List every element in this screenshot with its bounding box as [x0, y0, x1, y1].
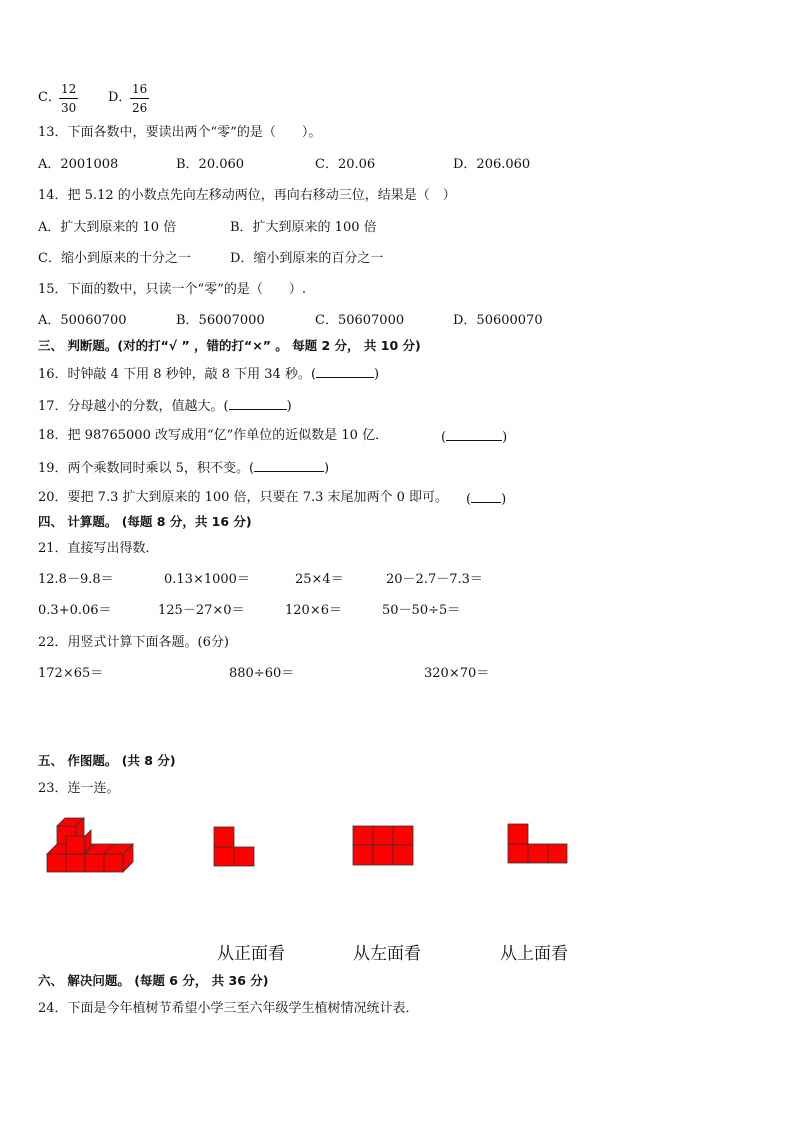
- q16-close-paren: ): [374, 367, 380, 382]
- fraction-denominator: 30: [61, 101, 77, 115]
- view-shape-b: [352, 825, 414, 867]
- q19-text: 19．两个乘数同时乘以 5，积不变。(: [38, 461, 255, 476]
- fraction-numerator: 16: [130, 82, 149, 99]
- q24-stem: 24．下面是今年植树节希望小学三至六年级学生植树情况统计表．: [38, 1001, 419, 1016]
- q13-stem: 13．下面各数中，要读出两个“零”的是（ ）。: [38, 125, 322, 140]
- q17-text: 17．分母越小的分数，值越大。(: [38, 399, 229, 414]
- q18-answer: [441, 429, 507, 444]
- section-4-heading: 四、 计算题。 (每题 8 分，共 16 分): [38, 514, 252, 529]
- q13-option-d: D．206.060: [453, 157, 531, 172]
- answer-blank[interactable]: [229, 398, 287, 410]
- q18-close-paren: ): [502, 430, 508, 445]
- q19: [38, 460, 329, 475]
- answer-blank[interactable]: [316, 366, 374, 378]
- q12-option-d-label: D．: [108, 90, 132, 105]
- q20-answer: [466, 491, 506, 506]
- answer-blank[interactable]: [254, 460, 324, 472]
- q21-item: 12.8－9.8＝: [38, 572, 114, 587]
- q21-item: 25×4＝: [295, 572, 344, 587]
- view-label-top: 从上面看: [500, 944, 568, 964]
- q17: [38, 398, 292, 413]
- q14-stem: 14．把 5.12 的小数点先向左移动两位，再向右移动三位，结果是（ ）: [38, 188, 456, 203]
- q15-option-d: D．50600070: [453, 313, 543, 328]
- view-shape-c: [507, 823, 569, 865]
- fraction-denominator: 26: [132, 101, 148, 115]
- cube-solid-figure: [44, 812, 130, 874]
- q15-option-b: B．56007000: [176, 313, 265, 328]
- square-cell: [528, 844, 548, 863]
- cube-face: [47, 854, 66, 872]
- section-5-heading: 五、 作图题。 (共 8 分): [38, 753, 176, 768]
- square-cell: [353, 826, 373, 845]
- q12-option-d-fraction: [130, 82, 149, 115]
- square-cell: [548, 844, 567, 863]
- q21-item: 0.3+0.06＝: [38, 603, 112, 618]
- q21-stem: 21．直接写出得数．: [38, 541, 159, 556]
- q13-option-b: B．20.060: [176, 157, 245, 172]
- q18: [38, 429, 388, 442]
- q16-text: 16．时钟敲 4 下用 8 秒钟，敲 8 下用 34 秒。(: [38, 367, 317, 382]
- square-cell: [373, 845, 393, 865]
- cube-face: [66, 836, 85, 854]
- q13-option-c: C．20.06: [315, 157, 376, 172]
- view-shape-a: [213, 826, 255, 868]
- q22-item: 880÷60＝: [229, 666, 295, 681]
- q20-text: 20．要把 7.3 扩大到原来的 100 倍，只要在 7.3 末尾加两个 0 即可。: [38, 490, 449, 505]
- fraction-numerator: 12: [59, 82, 78, 99]
- q20-open-paren: (: [466, 492, 472, 507]
- q12-option-c-fraction: [59, 82, 78, 115]
- section-6-heading: 六、 解决问题。 (每题 6 分， 共 36 分): [38, 973, 269, 988]
- q21-item: 50－50÷5＝: [382, 603, 461, 618]
- q23-stem: 23．连一连。: [38, 781, 120, 796]
- q20: [38, 491, 448, 504]
- view-label-front: 从正面看: [217, 944, 285, 964]
- q22-stem: 22．用竖式计算下面各题。(6分): [38, 635, 229, 650]
- q13-option-a: A．2001008: [38, 157, 119, 172]
- q22-item: 172×65＝: [38, 666, 104, 681]
- q22-item: 320×70＝: [424, 666, 490, 681]
- q21-item: 120×6＝: [285, 603, 342, 618]
- q14-option-b: B．扩大到原来的 100 倍: [230, 220, 377, 235]
- square-cell: [234, 847, 254, 866]
- q21-item: 20－2.7－7.3＝: [386, 572, 483, 587]
- square-cell: [393, 826, 413, 845]
- q18-text: 18．把 98765000 改写成用“亿”作单位的近似数是 10 亿．: [38, 428, 389, 443]
- q12-option-c-label: C．: [38, 90, 61, 105]
- square-cell: [508, 844, 528, 863]
- q15-stem: 15．下面的数中，只读一个“零”的是（ ）.: [38, 282, 306, 297]
- q16: [38, 366, 379, 381]
- section-3-heading: 三、 判断题。(对的打“√ ” ，错的打“×” 。 每题 2 分， 共 10 分): [38, 338, 421, 353]
- square-cell: [353, 845, 373, 865]
- square-cell: [214, 827, 234, 847]
- q17-close-paren: ): [286, 399, 292, 414]
- q21-item: 0.13×1000＝: [164, 572, 250, 587]
- cube-face: [104, 854, 123, 872]
- answer-blank[interactable]: [446, 429, 502, 441]
- cube-face: [85, 854, 104, 872]
- q15-option-a: A．50060700: [38, 313, 127, 328]
- q21-item: 125－27×0＝: [158, 603, 245, 618]
- q19-close-paren: ): [324, 461, 330, 476]
- q14-option-c: C．缩小到原来的十分之一: [38, 251, 191, 266]
- square-cell: [393, 845, 413, 865]
- q14-option-d: D．缩小到原来的百分之一: [230, 251, 384, 266]
- square-cell: [373, 826, 393, 845]
- cube-face: [66, 854, 85, 872]
- q14-option-a: A．扩大到原来的 10 倍: [38, 220, 177, 235]
- q15-option-c: C．50607000: [315, 313, 405, 328]
- answer-blank[interactable]: [471, 491, 501, 503]
- view-label-left: 从左面看: [353, 944, 421, 964]
- q20-close-paren: ): [501, 492, 507, 507]
- square-cell: [508, 824, 528, 844]
- square-cell: [214, 847, 234, 866]
- q18-open-paren: (: [441, 430, 447, 445]
